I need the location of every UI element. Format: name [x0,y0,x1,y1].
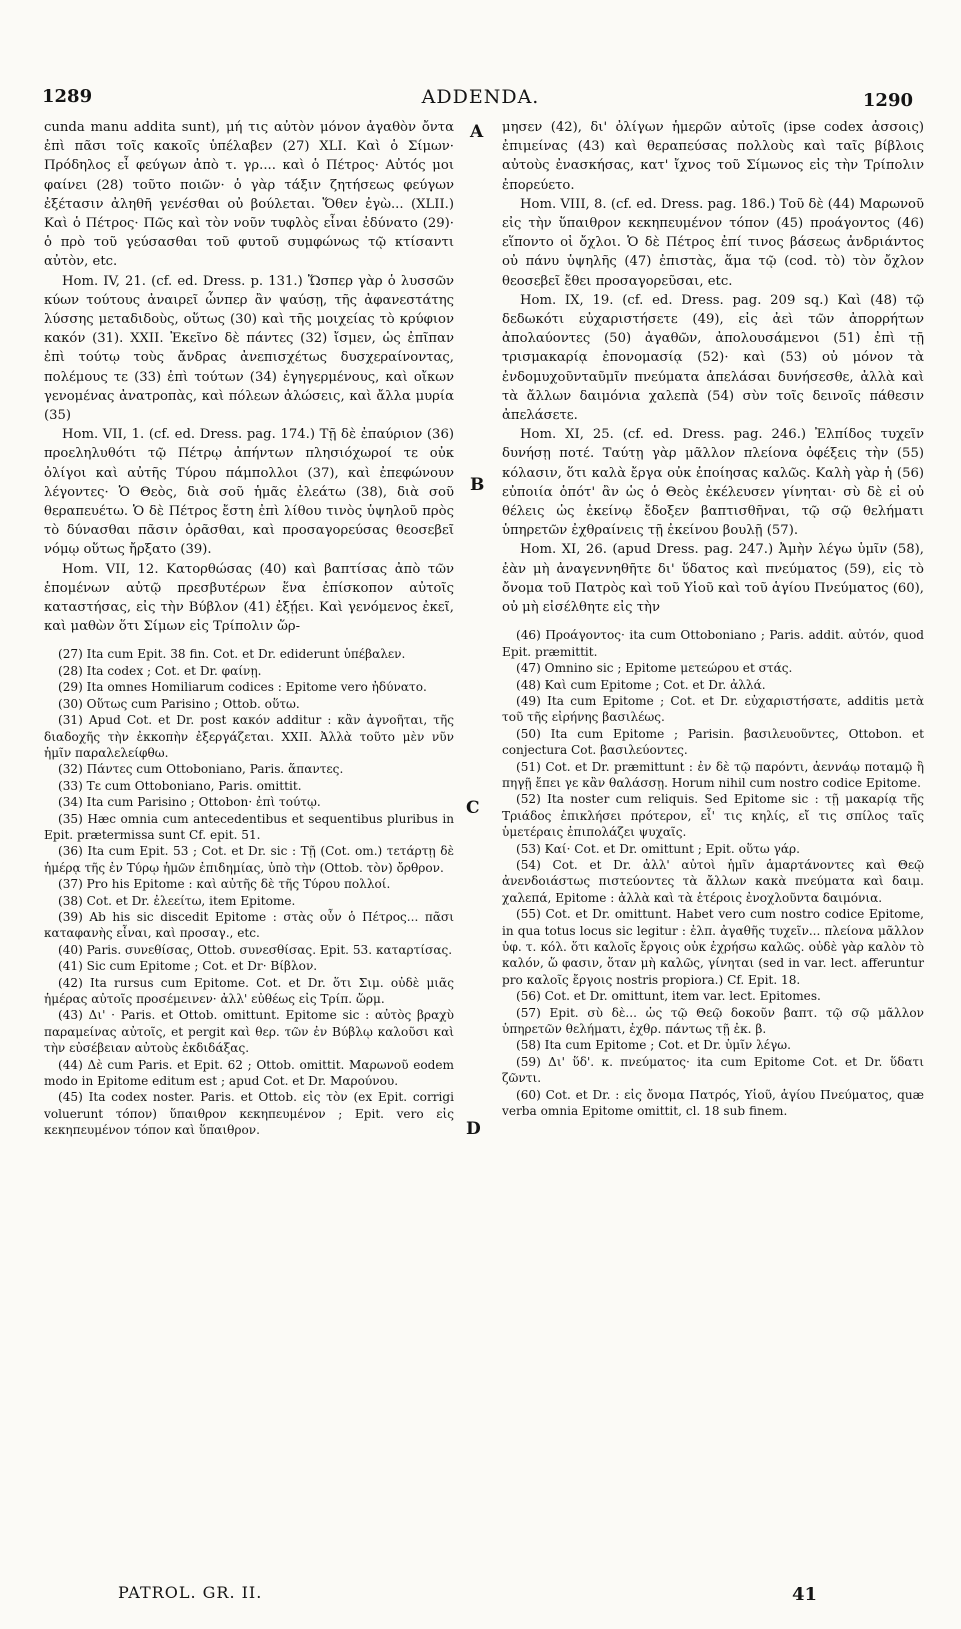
footnote: (39) Ab his sic discedit Epitome : στὰς οὖν ὁ Πέτρος... πᾶσι καταφανὴς εἶναι, καὶ προσαγ., etc. [44,909,454,941]
footnote: (44) Δὲ cum Paris. et Epit. 62 ; Ottob. omittit. Μαρωνοῦ eodem modo in Epitome editum est ; apud Cot. et Dr. Μαρούνου. [44,1057,454,1089]
footnote: (54) Cot. et Dr. ἀλλ' αὐτοὶ ἡμῖν ἁμαρτάνοντες καὶ Θεῷ ἀνενδοιάστως πιστεύοντες τὰ ἄλλων κακὰ πνεύματα καὶ δαιμ. χαλεπά, Epitome : ἀλλὰ καὶ τὰ ἑτέροις ἐνοχλοῦντα δαιμόνια. [502,857,924,905]
footnote: (42) Ita rursus cum Epitome. Cot. et Dr. ὅτι Σιμ. οὐδὲ μιᾶς ἡμέρας αὐτοῖς προσέμεινεν· ἀλλ' εὐθέως εἰς Τρίπ. ὥρμ. [44,975,454,1007]
footnote: (28) Ita codex ; Cot. et Dr. φαίνῃ. [58,663,262,678]
footnote: (37) Pro his Epitome : καὶ αὐτῆς δὲ τῆς Τύρου πολλοί. [58,877,391,892]
footnote: (48) Καὶ cum Epitome ; Cot. et Dr. ἀλλά. [516,677,766,692]
footnote: (49) Ita cum Epitome ; Cot. et Dr. εὐχαριστήσατε, additis μετὰ τοῦ τῆς εἰρήνης βασιλέως. [502,693,924,725]
margin-letter-b: B [470,475,485,495]
footer-series-title: PATROL. GR. II. [118,1583,263,1602]
left-paragraph: cunda manu addita sunt), μή τις αὐτὸν μόνον ἀγαθὸν ὄντα ἐπὶ πᾶσι τοῖς κακοῖς ὑπέλαβεν (27) XLI. Καὶ ὁ Σίμων· Πρόδηλος εἶ φεύγων ἀπὸ τ. γρ.... καὶ ὁ Πέτρος· Αὐτός μοι φαίνει (28) τοῦτο ποιῶν· ὁ γὰρ τάξιν ζητήσεως φεύγων ἐξέτασιν ἀληθῆ γενέσθαι οὐ βούλεται. Ὅθεν ἐγὼ... (XLII.) Καὶ ὁ Πέτρος· Πῶς καὶ τὸν νοῦν τυφλὸς εἶναι ἐδύνατο (29)· ὁ πρὸ τοῦ γεύσασθαι τοῦ φυτοῦ συμφώνως τῷ κτίσαντι αὐτὸν, etc. [44,120,454,270]
footnote: (56) Cot. et Dr. omittunt, item var. lect. Epitomes. [516,989,821,1004]
footnote: (50) Ita cum Epitome ; Parisin. βασιλευοῦντες, Ottobon. et conjectura Cot. βασιλεύοντες. [502,726,924,758]
footer-signature-number: 41 [792,1584,818,1605]
footnote: (30) Οὕτως cum Parisino ; Ottob. οὕτω. [58,696,300,711]
page-number-right: 1290 [862,90,913,111]
right-body-text [502,118,924,617]
margin-letter-d: D [466,1119,481,1139]
footnote: (51) Cot. et Dr. præmittunt : ἐν δὲ τῷ παρόντι, ἀεννάῳ ποταμῷ ἢ πηγῇ ἔπει γε κἂν θαλάσσῃ. Horum nihil cum nostro codice Epitome. [502,759,924,790]
footnote: (35) Hæc omnia cum antecedentibus et sequentibus pluribus in Epit. prætermissa sunt Cf. epit. 51. [44,811,454,842]
margin-letter-a: A [470,122,484,142]
margin-letter-c: C [466,798,480,818]
footnote: (59) Δι' ὕδ'. κ. πνεύματος· ita cum Epitome Cot. et Dr. ὕδατι ζῶντι. [502,1054,924,1086]
footnote: (45) Ita codex noster. Paris. et Ottob. εἰς τὸν (ex Epit. corrigi voluerunt τόπον) ὕπαιθρον κεκηπευμένον ; Epit. vero εἰς κεκηπευμένον τόπον καὶ ὕπαιθρον. [44,1090,454,1138]
running-title: ADDENDA. [421,86,540,108]
right-paragraph: Hom. XI, 26. (apud Dress. pag. 247.) Ἀμὴν λέγω ὑμῖν (58), ἐὰν μὴ ἀναγεννηθῆτε δι' ὕδατος καὶ πνεύματος (59), εἰς τὸ ὄνομα τοῦ Πατρὸς καὶ τοῦ Υἱοῦ καὶ τοῦ ἁγίου Πνεύματος (60), οὐ μὴ εἰσέλθητε εἰς τὴν [502,542,924,616]
footnote: (33) Τε cum Ottoboniano, Paris. omittit. [58,778,302,793]
footnote: (40) Paris. συνεθίσας, Ottob. συνεσθίσας. Epit. 53. καταρτίσας. [58,942,453,957]
page-number-left: 1289 [42,86,93,107]
right-paragraph: Hom. VIII, 8. (cf. ed. Dress. pag. 186.) Τοῦ δὲ (44) Μαρωνοῦ εἰς τὴν ὕπαιθρον κεκηπευμένον τόπον (45) προάγοντος (46) εἵποντο οἱ ὄχλοι. Ὁ δὲ Πέτρος ἐπί τινος βάσεως ἀνδριάντος οὐ πάνυ ὑψηλῆς (47) ἐπιστὰς, ἅμα τῷ (cod. τὸ) τὸν ὄχλον θεοσεβεῖ ἔθει προσαγορεῦσαι, etc. [502,196,924,289]
footnote: (32) Πάντες cum Ottoboniano, Paris. ἅπαντες. [58,762,344,777]
right-footnotes [502,627,924,1119]
footnote: (53) Καί· Cot. et Dr. omittunt ; Epit. οὕτω γάρ. [516,841,800,856]
footnote: (38) Cot. et Dr. ἐλεείτω, item Epitome. [58,893,296,908]
right-paragraph: Hom. IX, 19. (cf. ed. Dress. pag. 209 sq.) Καὶ (48) τῷ δεδωκότι εὐχαριστήσετε (49), εἰς ἀεὶ τῶν ἀπορρήτων ἀπολαύοντες (50) ἀγαθῶν, ἀπολουσάμενοι (51) ἐπὶ τῇ τρισμακαρίᾳ ἐπονομασίᾳ (52)· καὶ (53) οὐ μόνον τὰ ἐνδομυχοῦνταῦμῖν πνεύματα ἀπελάσαι δυνήσεσθε, ἀλλὰ καὶ τὰ ἄλλων δαιμόνια χαλεπὰ (54) σὺν τοῖς δεινοῖς πάθεσιν ἀπελάσετε. [502,292,924,424]
left-paragraph: Hom. VII, 12. Κατορθώσας (40) καὶ βαπτίσας ἀπὸ τῶν ἑπομένων αὐτῷ πρεσβυτέρων ἕνα ἐπίσκοπον αὐτοῖς καταστήσας, εἰς τὴν Βύβλον (41) ἐξῄει. Καὶ γενόμενος ἐκεῖ, καὶ μαθὼν ὅτι Σίμων εἰς Τρίπολιν ὥρ- [44,561,454,635]
footnote: (36) Ita cum Epit. 53 ; Cot. et Dr. sic : Τῇ (Cot. om.) τετάρτῃ δὲ ἡμέρᾳ τῆς ἐν Τύρῳ ἡμῶν ἐπιδημίας, ὑπὸ τὴν (Ottob. τὸν) ὄρθρον. [44,844,454,875]
footnote: (52) Ita noster cum reliquis. Sed Epitome sic : τῇ μακαρίᾳ τῆς Τριάδος ἐπικλήσει πρότερον, εἶ' τις κηλίς, εἴ τις σπίλος ταῖς ὑμετέραις ἐπιπολάζει ψυχαῖς. [502,792,924,840]
footnote: (27) Ita cum Epit. 38 fin. Cot. et Dr. ediderunt ὑπέβαλεν. [58,647,406,662]
page-header [38,86,923,112]
footnote: (43) Δι' · Paris. et Ottob. omittunt. Epitome sic : αὐτὸς βραχὺ παραμείνας αὐτοῖς, et pergit καὶ θερ. τῶν ἐν Βύβλῳ καλοῦσι καὶ τὴν εὐσέβειαν αὐτοὺς ἐκδιδάξας. [44,1008,454,1056]
left-column [44,118,454,1139]
footnote: (34) Ita cum Parisino ; Ottobon· ἐπὶ τούτῳ. [58,795,321,810]
right-column [502,118,924,1119]
footnote: (55) Cot. et Dr. omittunt. Habet vero cum nostro codice Epitome, in qua totus locus sic legitur : ἐλπ. ἀγαθῆς τυχεῖν... πλείονα μᾶλλον ὑφ. τ. κόλ. ὅτι καλοῖς ἔργοις οὐκ ἐχρήσω καλῶς. οὐδὲ γὰρ καλὸν τὸ καλόν, ὥ φασιν, ὅταν μὴ καλῶς, γίνηται (sed in var. lect. afferuntur pro καλοῖς ἔργοις nostris propiora.) Cf. Epit. 18. [502,907,924,987]
left-paragraph: Hom. IV, 21. (cf. ed. Dress. p. 131.) Ὥσπερ γὰρ ὁ λυσσῶν κύων τούτους ἀναιρεῖ ὧνπερ ἂν ψαύσῃ, τῆς ἀφανεστάτης λύσσης μεταδιδοὺς, οὕτως (30) καὶ τῆς μοιχείας τὸ κρύφιον κακόν (31). XXII. Ἐκεῖνο δὲ πάντες (32) ἴσμεν, ὡς ἐπῖπαν ἐπὶ τούτῳ τοὺς ἄνδρας ἀνεπισχέτως δυσχεραίνοντας, πολέμους τε (33) ἐπὶ τούτων (34) ἐγηγερμένους, καὶ οἴκων γενομένας ἀνατροπὰς, καὶ πόλεων ἁλώσεις, καὶ ἄλλα μυρία (35) [44,273,454,424]
left-paragraph: Hom. VII, 1. (cf. ed. Dress. pag. 174.) Τῇ δὲ ἐπαύριον (36) προεληλυθότι τῷ Πέτρῳ ἀπήντων πλησιόχωροί τε οὐκ ὀλίγοι καὶ αὐτῆς Τύρου πάμπολλοι (37), καὶ ἐπεφώνουν λέγοντες· Ὁ Θεὸς, διὰ σοῦ ἡμᾶς ἐλεάτω (38), διὰ σοῦ θεραπευέτω. Ὁ δὲ Πέτρος ἔστη ἐπὶ λίθου τινὸς ὑψηλοῦ πρὸς τὸ δύνασθαι πᾶσιν ὁρᾶσθαι, καὶ προσαγορεύσας θεοσεβεῖ νόμῳ οὕτως ἤρξατο (39). [44,427,454,558]
left-footnotes [44,646,454,1138]
footnote: (29) Ita omnes Homiliarum codices : Epitome vero ἠδύνατο. [58,680,427,695]
right-paragraph: μησεν (42), δι' ὀλίγων ἡμερῶν αὐτοῖς (ipse codex ἀσσοις) ἐπιμείνας (43) καὶ θεραπεύσας πολλοὺς καὶ ταῖς βίβλοις αὐτοὺς ἐνασκήσας, κατ' ἴχνος τοῦ Σίμωνος εἰς τὴν Τρίπολιν ἐπορεύετο. [502,120,924,193]
footnote: (41) Sic cum Epitome ; Cot. et Dr· Βίβλον. [58,959,318,974]
right-paragraph: Hom. XI, 25. (cf. ed. Dress. pag. 246.) Ἐλπίδος τυχεῖν δυνήσῃ ποτέ. Ταύτῃ γὰρ μᾶλλον πλείονα ὀφέξεις τὴν (55) κόλασιν, ὅτι καλὰ ἔργα οὐκ ἐποίησας καλῶς. Καλὴ γὰρ ἡ (56) εὐποιία ὁπότ' ἂν ὡς ὁ Θεὸς ἐκέλευσεν γίνηται· σὺ δὲ εἰ οὐ θέλεις ὡς ἐκείνῳ ἔδοξεν βαπτισθῆναι, τῷ σῷ θελήματι ὑπηρετῶν ἐχθραίνεις τῇ ἐκείνου βουλῇ (57). [502,427,924,539]
footnote: (47) Omnino sic ; Epitome μετεώρου et στάς. [516,661,793,676]
footnote: (46) Προάγοντος· ita cum Ottoboniano ; Paris. addit. αὐτόν, quod Epit. præmittit. [502,628,924,659]
footnote: (58) Ita cum Epitome ; Cot. et Dr. ὑμῖν λέγω. [516,1038,791,1053]
footnote: (31) Apud Cot. et Dr. post κακόν additur : κἂν ἀγνοῆται, τῆς διαδοχῆς τὴν ἐκκοπὴν ἐξεργάζεται. XXII. Ἀλλὰ τοῦτο μὲν νῦν ἡμῖν παραλελείφθω. [44,713,454,760]
left-body-text [44,118,454,636]
footnote: (60) Cot. et Dr. : εἰς ὄνομα Πατρός, Υἱοῦ, ἁγίου Πνεύματος, quæ verba omnia Epitome omittit, cl. 18 sub finem. [502,1087,924,1119]
footnote: (57) Epit. σὺ δὲ... ὡς τῷ Θεῷ δοκοῦν βαπτ. τῷ σῷ μᾶλλον ὑπηρετῶν θελήματι, ἐχθρ. πάντως τῇ ἐκ. β. [502,1005,924,1037]
